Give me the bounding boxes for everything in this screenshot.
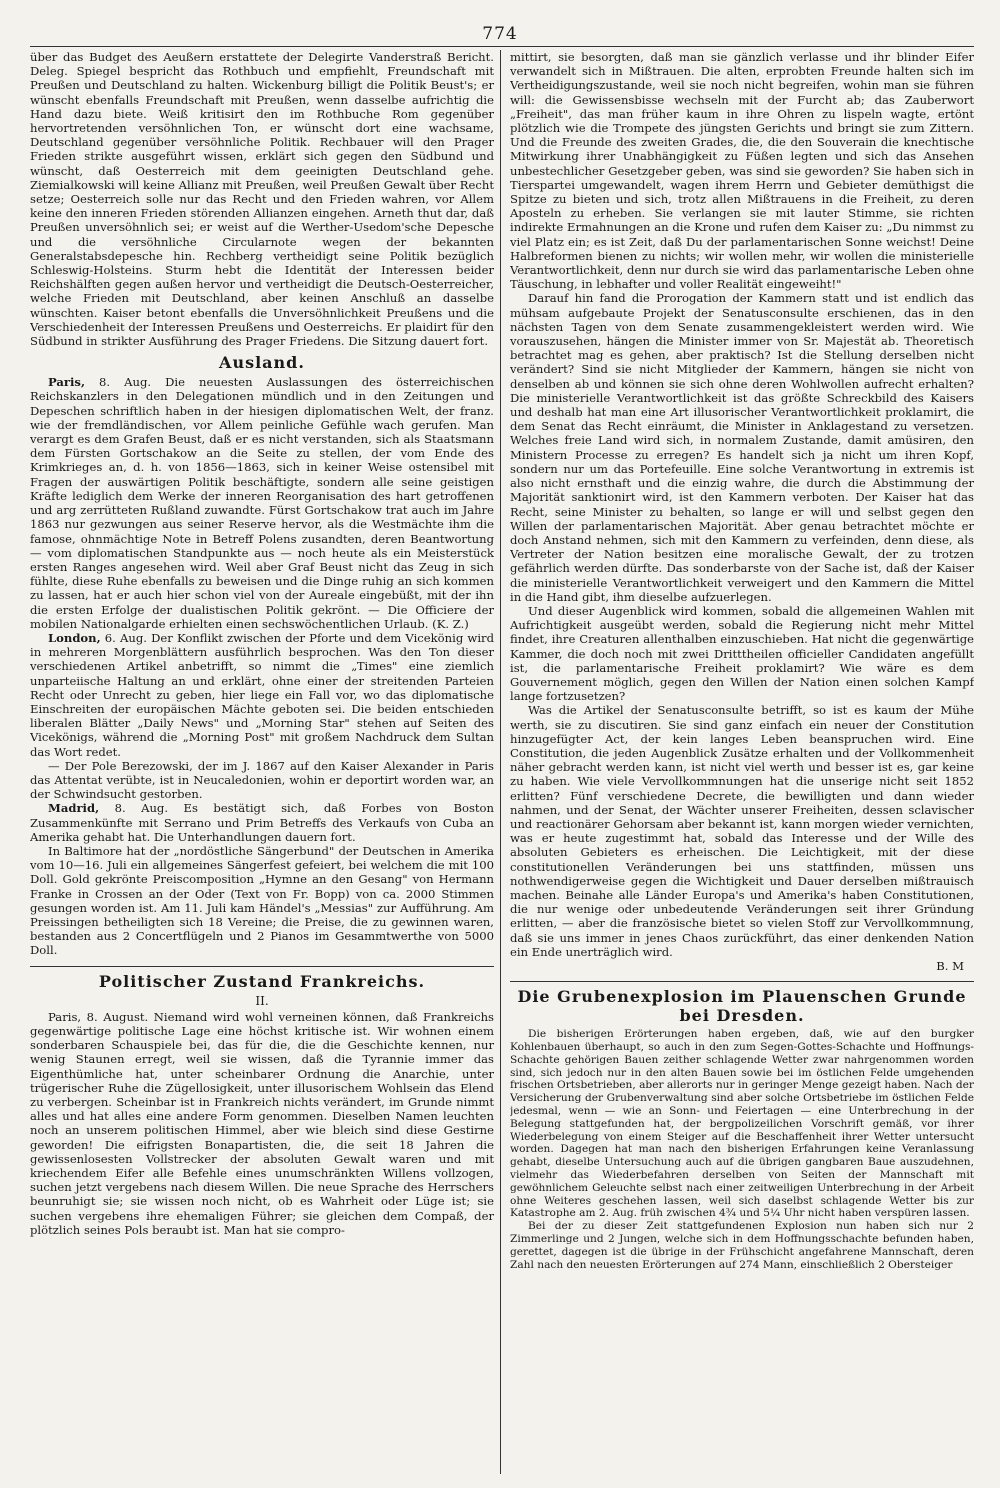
header-rule — [30, 46, 974, 47]
london-paragraph — [30, 631, 494, 759]
left-column — [30, 50, 494, 1474]
heading-grubenexplosion: Die Grubenexplosion im Plauenschen Grunde bei Dresden. — [517, 987, 967, 1026]
grube-paragraph-1: Die bisherigen Erörterungen haben ergeben, daß, wie auf den burgker Kohlenbauen überhaupt, so auch in den zum Segen-Gottes-Schachte und Hoffnungs-Schachte gehörigen Bauen zeither schlagende Wetter zwar nahrgenommen worden sind, sich jedoch nur in den alten Bauen sowie bei im östlichen Felde umgehenden frischen Ortsbetrieben, aber allerorts nur in geringer Menge gezeigt haben. Nach der Versicherung der Grubenverwaltung sind aber solche Ortsbetriebe im östlichen Felde jedesmal, wenn — wie an Sonn- und Feiertagen — eine Unterbrechung in der Belegung stattgefunden hat, der bergpolizeilichen Vorschrift gemäß, vor ihrer Wiederbelegung von einem Steiger auf die Beschaffenheit ihrer Wetter untersucht worden. Dagegen hat man nach den bisherigen Erfahrungen keine Veranlassung gehabt, dieselbe Untersuchung auch auf die übrigen gangbaren Baue auszudehnen, vielmehr das Wiederbefahren derselben von Seiten der Mannschaft mit gewöhnlichem Geleuchte selbst nach einer zeitweiligen Unterbrechung in der Arbeit ohne Weiteres geschehen lassen, weil sich daselbst schlagende Wetter bis zur Katastrophe am 2. Aug. früh zwischen 4¾ und 5¼ Uhr nicht haben verspüren lassen. — [510, 1028, 974, 1220]
paris-paragraph — [30, 375, 494, 631]
dateline-paris: Paris, — [48, 375, 85, 390]
heading-ausland: Ausland. — [219, 353, 305, 373]
london-text: 6. Aug. Der Konflikt zwischen der Pforte und dem Vicekönig wird in mehreren Morgenblättern ausführlich besprochen. Was den Ton dieser verschiedenen Artikel anbetrifft, so nimmt die „Times" eine ziemlich unparteiische Haltung an und erklärt, ohne einer der streitenden Parteien Recht oder Unrecht zu geben, hier liege ein Fall vor, wo das diplomatische Einschreiten der europäischen Mächte geboten sei. Die beiden entschieden liberalen Blätter „Daily News" und „Morning Star" stehen auf Seiten des Vicekönigs, während die „Morning Post" mit großem Nachdruck dem Sultan das Wort redet. — [30, 630, 494, 759]
right-column — [510, 50, 974, 1474]
madrid-text: 8. Aug. Es bestätigt sich, daß Forbes von Boston Zusammenkünfte mit Serrano und Prim Betreffs des Verkaufs von Cuba an Amerika gehabt hat. Die Unterhandlungen dauern fort. — [30, 801, 494, 844]
column-divider — [500, 50, 501, 1474]
author-signature: B. M — [936, 959, 964, 973]
article-numeral: II. — [255, 993, 269, 1008]
frankreich-continued-1: mittirt, sie besorgten, daß man sie gänzlich verlasse und ihr blinder Eifer verwandelt sich in Mißtrauen. Die alten, erprobten Freunde halten sich im Vertheidigungszustande, weil sie noch nicht begreifen, wohin man sie führen will: die Gewissensbisse wechseln mit der Furcht ab; das Zauberwort „Freiheit", das man früher kaum in ihre Ohren zu lispeln wagte, ertönt plötzlich wie die Trompete des jüngsten Gerichts und bringt sie zum Zittern. Und die Freunde des zweiten Grades, die, die den Souverain die knechtische Mitwirkung ihrer Unabhängigkeit zu Füßen legten und sich das Ansehen unbestechlicher Gesetzgeber geben, was sind sie geworden? Sie haben sich in Tierspartei umgewandelt, wagen ihrem Herrn und Gebieter demüthigst die Spitze zu bieten und sich, trotz allen Mißtrauens in die Freiheit, zu deren Aposteln zu erheben. Sie verlangen sie mit lauter Stimme, sie richten indirekte Ermahnungen an die Krone und rufen dem Kaiser zu: „Du nimmst zu viel Platz ein; es ist Zeit, daß Du der parlamentarischen Sonne weichst! Deine Halbreformen bienen zu nichts; wir wollen mehr, wir wollen die ministerielle Verantwortlichkeit, denn nur durch sie wird das parlamentarische Leben ohne Täuschung, in lebhafter und voller Realität eingeweiht!" — [510, 50, 974, 292]
frankreich-paragraph: Paris, 8. August. Niemand wird wohl verneinen können, daß Frankreichs gegenwärtige politische Lage eine höchst kritische ist. Wir wohnen einem sonderbaren Schauspiele bei, das für die, die die Geschichte kennen, nur wenig Staunen erregt, weil sie wissen, daß die Tyrannie immer das Eigenthümliche hat, unter scheinbarer Ordnung die Anarchie, unter trügerischer Ruhe die Zügellosigkeit, unter illusorischem Wohlsein das Elend zu verbergen. Scheinbar ist in Frankreich nichts verändert, im Grunde nimmt alles und hat alles eine andere Form genommen. Dieselben Namen leuchten noch an unserem politischen Himmel, aber wie bleich sind diese Gestirne geworden! Die eifrigsten Bonapartisten, die, die seit 18 Jahren die gewissenlosesten Vollstrecker der absoluten Gewalt waren und mit kriechendem Eifer alle Befehle eines unumschränkten Willens vollzogen, suchen jetzt vergebens nach diesem Willen. Die neue Sprache des Herrschers beunruhigt sie; sie wissen noch nicht, ob es Wahrheit oder Lüge ist; sie suchen vergebens ihre ehemaligen Führer; sie gleichen dem Compaß, der plötzlich seines Pols beraubt ist. Man hat sie compro- — [30, 1009, 494, 1237]
budget-paragraph: über das Budget des Aeußern erstattete der Delegirte Vanderstraß Bericht. Deleg. Spiegel bespricht das Rothbuch und empfiehlt, Freundschaft mit Preußen und Deutschland zu halten. Wickenburg billigt die Politik Beust's; er wünscht ebenfalls Freundschaft mit Preußen, wenn dasselbe aufrichtig die Hand dazu biete. Weiß kritisirt den im Rothbuche Rom gegenüber hervortretenden versöhnlichen Ton, er wünscht dort eine wachsame, Deutschland gegenüber versöhnliche Politik. Rechbauer will den Prager Frieden strikte ausgeführt wissen, erklärt sich gegen den Südbund und wünscht, daß Oesterreich mit dem geeinigten Deutschland gehe. Ziemialkowski will keine Allianz mit Preußen, weil Preußen Gewalt über Recht setze; Oesterreich solle nur das Recht und den Frieden wahren, vor Allem keine den inneren Frieden störenden Allianzen eingehen. Arneth thut dar, daß Preußen unversöhnlich sei; er weist auf die Werther-Usedom'sche Depesche und die versöhnliche Circularnote wegen der bekannten Generalstabsdepesche hin. Rechberg vertheidigt seine Politik bezüglich Schleswig-Holsteins. Sturm hebt die Identität der Interessen beider Reichshälften gegen außen hervor und vertheidigt die Deutsch-Oesterreicher, welche Frieden mit Deutschland, aber keinen Anschluß an dasselbe wünschten. Kaiser betont ebenfalls die Unversöhnlichkeit Preußens und die Verschiedenheit der Interessen Preußens und Oesterreichs. Er plaidirt für den Südbund in strikter Ausführung des Prager Friedens. Die Sitzung dauert fort. — [30, 50, 494, 349]
baltimore-paragraph: In Baltimore hat der „nordöstliche Sängerbund" der Deutschen in Amerika vom 10—16. Juli ein allgemeines Sängerfest gefeiert, bei welchem die mit 100 Doll. Gold gekrönte Preiscomposition „Hymne an den Gesang" von Hermann Franke in Crossen an der Oder (Text von Fr. Bopp) von ca. 2000 Stimmen gesungen worden ist. Am 11. Juli kam Händel's „Messias" zur Aufführung. Am Preissingen betheiligten sich 18 Vereine; die Preise, die zu gewinnen waren, bestanden aus 2 Concertflügeln und 2 Pianos im Gesammtwerthe von 5000 Doll. — [30, 843, 494, 958]
dateline-madrid: Madrid, — [48, 801, 100, 816]
section-separator-right — [510, 981, 974, 982]
frankreich-continued-4: Was die Artikel der Senatusconsulte betrifft, so ist es kaum der Mühe werth, sie zu discutiren. Sie sind ganz einfach ein neuer der Constitution hinzugefügter Act, der kein langes Leben beanspruchen wird. Eine Constitution, die jeden Augenblick Zusätze erhalten und der Vollkommenheit näher gebracht werden kann, ist nicht viel werth und besser ist es, gar keine zu haben. Wie viele Vervollkommnungen hat die unserige nicht seit 1852 erlitten? Fünf verschiedene Decrete, die bewilligten und dann wieder nahmen, und der Senat, der Wächter unserer Freiheiten, dessen sclavischer und reactionärer Gehorsam aber bekannt ist, kann morgen wieder vernichten, was er heute zugestimmt hat, sobald das Interesse und der Wille des absoluten Gebieters es erheischen. Die Leichtigkeit, mit der diese constitutionellen Veränderungen bei uns stattfinden, müssen uns nothwendigerweise gegen die Wichtigkeit und Dauer derselben mißtrauisch machen. Beinahe alle Länder Europa's und Amerika's haben Constitutionen, die nur wenige oder unbedeutende Veränderungen seit ihrer Gründung erlitten, — aber die französische bietet so vielen Stoff zur Vervollkommnung, daß sie uns immer in jenes Chaos zurückführt, das einer denkenden Nation ein Ende unerträglich wird. — [510, 703, 974, 959]
grube-paragraph-2: Bei der zu dieser Zeit stattgefundenen Explosion nun haben sich nur 2 Zimmerlinge und 2 Jungen, welche sich in dem Hoffnungsschachte befunden haben, gerettet, dagegen ist die übrige in der Frühschicht angefahrene Mannschaft, deren Zahl nach den neuesten Erörterungen auf 274 Mann, einschließlich 2 Obersteiger — [510, 1220, 974, 1271]
heading-frankreich: Politischer Zustand Frankreichs. — [98, 971, 426, 991]
paris-text: 8. Aug. Die neuesten Auslassungen des österreichischen Reichskanzlers in den Delegationen mündlich und in den Zeitungen und Depeschen schriftlich haben in der hiesigen diplomatischen Welt, der franz. wie der fremdländischen, vor Allem peinliche Gefühle wach gerufen. Man verargt es dem Grafen Beust, daß er es nicht verstanden, sich als Staatsmann dem Fürsten Gortschakow an die Seite zu stellen, der vom Ende des Krimkrieges an, d. h. von 1856—1863, sich in keiner Weise ostensibel mit Fragen der auswärtigen Politik beschäftigte, sondern alle seine geistigen Kräfte lediglich dem Werke der inneren Reorganisation des hart getroffenen und arg zerrütteten Rußland zuwandte. Fürst Gortschakow trat auch im Jahre 1863 nur gezwungen aus seiner Reserve hervor, als die Westmächte ihm die famose, ohnmächtige Note in Betreff Polens zusandten, deren Beantwortung — vom diplomatischen Standpunkte aus — noch heute als ein Meisterstück ersten Ranges angesehen wird. Weil aber Graf Beust nicht das Zeug in sich fühlte, diese Ruhe ebenfalls zu beweisen und die Dinge ruhig an sich kommen zu lassen, hat er auch hier schon viel von der Aureale eingebüßt, mit der ihn die ersten Erfolge der dualistischen Politik gekrönt. — Die Officiere der mobilen Nationalgarde erhielten einen sechswöchentlichen Urlaub. (K. Z.) — [30, 375, 494, 631]
frankreich-continued-3: Und dieser Augenblick wird kommen, sobald die allgemeinen Wahlen mit Aufrichtigkeit ausgeübt werden, sobald die Regierung nicht mehr Mittel findet, ihre Creaturen allenthalben einzuschieben. Hat nicht die gegenwärtige Kammer, die doch noch mit zwei Dritttheilen officieller Candidaten angefüllt ist, die parlamentarische Freiheit proklamirt? Wie wäre es dem Gouvernement möglich, gegen den Willen der Nation einen solchen Kampf lange fortzusetzen? — [510, 603, 974, 704]
madrid-paragraph — [30, 801, 494, 844]
section-separator — [30, 966, 494, 967]
dateline-london: London, — [48, 630, 101, 645]
frankreich-continued-2: Darauf hin fand die Prorogation der Kammern statt und ist endlich das mühsam aufgebaute Projekt der Senatusconsulte erschienen, das in den nächsten Tagen von dem Senate zusammengekleistert werden wird. Wie vorauszusehen, hängen die Minister immer von Sr. Majestät ab. Theoretisch betrachtet mag es gehen, aber praktisch? Ist die Stellung derselben nicht verändert? Sind sie nicht Mitglieder der Kammern, hängen sie nicht von denselben ab und können sie sich ohne deren Wohlwollen aufrecht erhalten? Die ministerielle Verantwortlichkeit ist das größte Schreckbild des Kaisers und deshalb hat man eine Art illusorischer Verantwortlichkeit proklamirt, die dem Senat das Recht einräumt, die Minister in Anklagestand zu versetzen. Welches freie Land wird sich, in normalem Zustande, damit amüsiren, den Ministern Processe zu erregen? Es handelt sich ja nicht um ihren Kopf, sondern nur um das Portefeuille. Eine solche Verantwortung in extremis ist also nicht ernsthaft und die einzig wahre, die durch die Abstimmung der Majorität sanktionirt wird, ist den Kammern verboten. Der Kaiser hat das Recht, seine Minister zu behalten, so lange er will und selbst gegen den Willen der parlamentarischen Majorität. Aber genau betrachtet möchte er doch Anstand nehmen, sich mit den Kammern zu verfeinden, denn diese, als Vertreter der Nation besitzen eine moralische Gewalt, der zu trotzen gefährlich werden dürfte. Das sonderbarste von der Sache ist, daß der Kaiser die ministerielle Verantwortlichkeit verweigert und den Kammern die Mittel in die Hand gibt, ihm dieselbe aufzuerlegen. — [510, 291, 974, 604]
page-number: 774 — [482, 24, 518, 44]
pole-paragraph: — Der Pole Berezowski, der im J. 1867 auf den Kaiser Alexander in Paris das Attentat verübte, ist in Neucaledonien, wohin er deportirt worden war, an der Schwindsucht gestorben. — [30, 758, 494, 802]
